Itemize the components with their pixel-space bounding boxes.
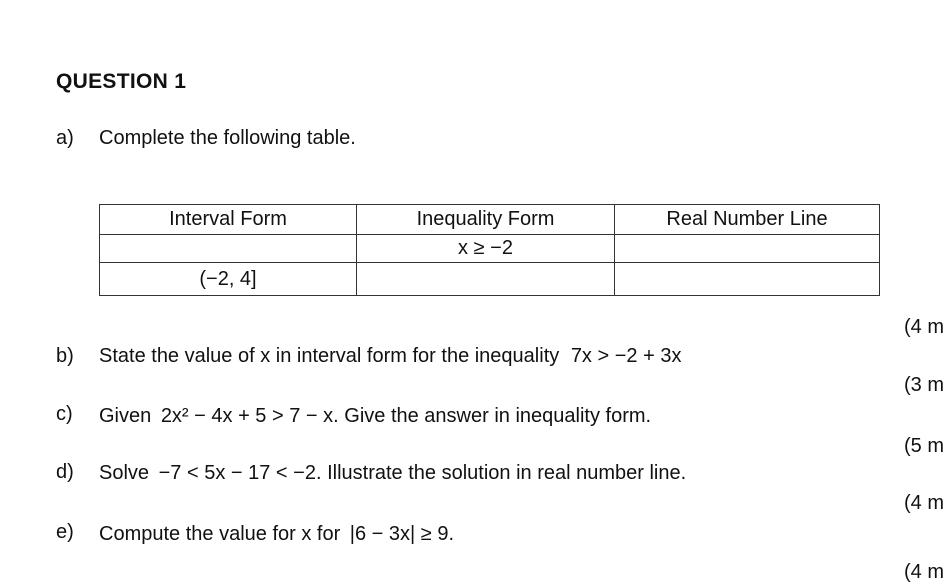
part-d-marks: (4 m (904, 492, 944, 514)
part-c-text-before: Given (99, 405, 152, 427)
part-c-expression: 2x² − 4x + 5 > 7 − x. (160, 405, 339, 427)
table-cell-inequality: x ≥ −2 (357, 235, 615, 263)
part-e-marks: (4 m (904, 561, 944, 583)
table-cell (100, 235, 357, 263)
table-row (100, 235, 880, 263)
part-d-text-before: Solve (99, 462, 150, 484)
header-real-number-line: Real Number Line (615, 205, 880, 235)
table-row (100, 263, 880, 296)
part-d-label: d) (56, 461, 74, 483)
part-e-text-before: Compute the value for x for (99, 523, 341, 545)
part-a-label: a) (56, 127, 74, 149)
part-d-line (99, 462, 686, 485)
table-header-row (100, 205, 880, 235)
part-b-label: b) (56, 345, 74, 367)
part-c-text-after: Give the answer in inequality form. (344, 405, 652, 427)
header-inequality-form: Inequality Form (357, 205, 615, 235)
table-cell (357, 263, 615, 296)
part-c-marks: (5 m (904, 435, 944, 457)
table-cell (615, 263, 880, 296)
part-b-expression: 7x > −2 + 3x (570, 345, 682, 367)
part-a-instruction: Complete the following table. (99, 127, 356, 149)
part-e-expression: |6 − 3x| ≥ 9. (349, 523, 454, 545)
part-b-marks: (3 m (904, 374, 944, 396)
part-a-marks: (4 m (904, 316, 944, 338)
part-e-line (99, 523, 454, 546)
part-c-line (99, 405, 651, 428)
question-title: QUESTION 1 (56, 70, 187, 93)
part-c-label: c) (56, 403, 73, 425)
table-cell-interval: (−2, 4] (100, 263, 357, 296)
part-b-text: State the value of x in interval form for the inequality (99, 345, 560, 367)
part-d-text-after: Illustrate the solution in real number line. (327, 462, 687, 484)
part-e-label: e) (56, 521, 74, 543)
header-interval-form: Interval Form (100, 205, 357, 235)
table-cell (615, 235, 880, 263)
part-d-expression: −7 < 5x − 17 < −2. (158, 462, 322, 484)
part-b-line (99, 345, 681, 368)
interval-table (99, 204, 880, 296)
